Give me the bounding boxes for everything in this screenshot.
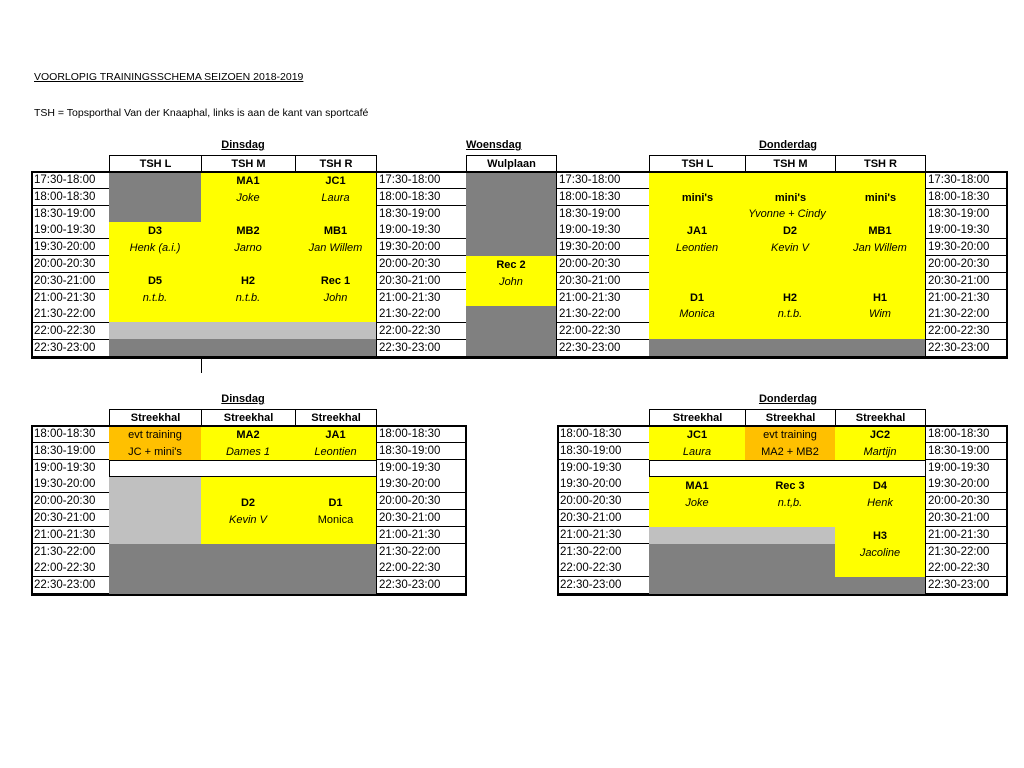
day-woensdag: Woensdag: [466, 139, 522, 151]
time-slot: 19:00-19:30: [557, 460, 650, 477]
block-rec3: [745, 477, 836, 528]
time-slot: 22:30-23:00: [376, 340, 467, 357]
time-slot: 20:30-21:00: [376, 510, 467, 527]
label-jc2: JC2: [869, 429, 891, 441]
block-closed-light: [109, 322, 202, 340]
header-streekhal: Streekhal: [109, 409, 202, 426]
label-dames1: Dames 1: [225, 446, 271, 458]
label-ntb: n.t.b.: [235, 292, 261, 304]
time-slot: 21:30-22:00: [556, 306, 650, 323]
time-slot: 20:00-20:30: [31, 493, 110, 510]
time-slot: 17:30-18:00: [376, 172, 467, 189]
time-slot: 18:00-18:30: [376, 189, 467, 206]
block-tsh-l-closed: [109, 172, 202, 223]
subtitle: TSH = Topsporthal Van der Knaaphal, links is aan de kant van sportcafé: [34, 107, 369, 119]
label-monica: Monica: [679, 308, 715, 320]
time-slot: 19:00-19:30: [925, 460, 1008, 477]
label-mb2: MB2: [236, 225, 260, 237]
label-d2: D2: [782, 225, 798, 237]
label-laura: Laura: [321, 192, 350, 204]
label-jarno: Jarno: [234, 242, 262, 254]
label-ma1: MA1: [236, 175, 260, 187]
label-rec2: Rec 2: [496, 259, 526, 271]
header-streekhal: Streekhal: [745, 409, 836, 426]
block-wulplaan-closed: [466, 306, 557, 357]
block-d4: [835, 477, 926, 528]
label-minis: mini's: [681, 192, 714, 204]
time-slot: 18:30-19:00: [376, 443, 467, 460]
time-slot: 20:30-21:00: [925, 510, 1008, 527]
label-jacoline: Jacoline: [859, 547, 901, 559]
block-jc1: [649, 426, 746, 461]
time-slot: 17:30-18:00: [556, 172, 650, 189]
time-slot: 18:30-19:00: [556, 206, 650, 223]
time-slot: 21:30-22:00: [376, 544, 467, 561]
label-ntb: n.t,b.: [777, 497, 803, 509]
time-slot: 22:30-23:00: [557, 577, 650, 594]
header-streekhal: Streekhal: [201, 409, 296, 426]
label-ja1: JA1: [686, 225, 708, 237]
time-slot: 22:30-23:00: [925, 577, 1008, 594]
time-slot: 18:00-18:30: [925, 189, 1008, 206]
block-closed-light: [295, 322, 377, 340]
label-leontien: Leontien: [675, 242, 719, 254]
time-slot: 20:30-21:00: [925, 273, 1008, 290]
time-slot: 21:00-21:30: [376, 527, 467, 544]
label-evt-training: evt training: [763, 429, 817, 441]
block-d1: [649, 272, 746, 340]
block-closed-light: [649, 527, 836, 545]
time-slot: 22:00-22:30: [31, 560, 110, 577]
time-slot: 22:30-23:00: [31, 577, 110, 594]
block-wulplaan-closed: [466, 172, 557, 257]
time-slot: 18:30-19:00: [31, 443, 110, 460]
time-slot: 22:00-22:30: [556, 323, 650, 340]
label-jc1: JC1: [686, 429, 708, 441]
time-slot: 21:30-22:00: [925, 306, 1008, 323]
label-d2: D2: [240, 497, 256, 509]
time-slot: 20:30-21:00: [556, 273, 650, 290]
label-henk: Henk (a.i.): [129, 242, 181, 254]
day-donderdag: Donderdag: [758, 393, 818, 405]
time-slot: 19:00-19:30: [31, 460, 110, 477]
block-d3: [109, 222, 202, 273]
block-ma1: [201, 172, 296, 223]
time-slot: 22:00-22:30: [925, 560, 1008, 577]
block-d1: [295, 477, 377, 545]
marker-line: [201, 357, 202, 373]
label-minis: mini's: [864, 192, 897, 204]
label-d3: D3: [147, 225, 163, 237]
header-tsh-r: TSH R: [295, 155, 377, 172]
time-slot: 20:00-20:30: [557, 493, 650, 510]
time-slot: 21:00-21:30: [556, 290, 650, 307]
time-slot: 22:30-23:00: [31, 340, 110, 357]
block-closed-dark: [649, 544, 836, 595]
block-h2-donderdag: [745, 272, 836, 340]
block-h1: [835, 272, 926, 340]
block-mb1: [295, 222, 377, 273]
block-closed-light: [201, 322, 296, 340]
header-tsh-l: TSH L: [109, 155, 202, 172]
page-title: VOORLOPIG TRAININGSSCHEMA SEIZOEN 2018-2019: [34, 71, 304, 83]
time-slot: 21:30-22:00: [31, 544, 110, 561]
label-jc1: JC1: [325, 175, 346, 187]
label-leontien: Leontien: [314, 446, 357, 458]
label-jc-minis: JC + mini's: [128, 446, 182, 458]
time-slot: 19:00-19:30: [925, 222, 1008, 239]
time-slot: 18:00-18:30: [925, 426, 1008, 443]
time-slot: 18:30-19:00: [31, 206, 110, 223]
label-ja1: JA1: [325, 429, 346, 441]
block-ma2: [201, 426, 296, 461]
label-laura: Laura: [682, 446, 712, 458]
label-jan-willem: Jan Willem: [308, 242, 363, 254]
label-h1: H1: [872, 292, 888, 304]
header-streekhal: Streekhal: [295, 409, 377, 426]
time-slot: 22:30-23:00: [925, 340, 1008, 357]
time-slot: 18:00-18:30: [557, 426, 650, 443]
block-h2: [201, 272, 296, 323]
time-slot: 20:30-21:00: [376, 273, 467, 290]
header-tsh-r-donderdag: TSH R: [835, 155, 926, 172]
time-slot: 19:30-20:00: [925, 476, 1008, 493]
time-slot: 21:00-21:30: [376, 290, 467, 307]
time-slot: 19:30-20:00: [31, 239, 110, 256]
header-streekhal: Streekhal: [835, 409, 926, 426]
time-slot: 19:30-20:00: [557, 476, 650, 493]
time-slot: 20:00-20:30: [376, 256, 467, 273]
label-martijn: Martijn: [863, 446, 897, 458]
time-slot: 18:30-19:00: [925, 443, 1008, 460]
block-closed-light: [109, 477, 202, 545]
block-jc1: [295, 172, 377, 223]
time-slot: 22:00-22:30: [376, 323, 467, 340]
block-d2: [745, 222, 836, 273]
time-slot: 19:30-20:00: [376, 239, 467, 256]
day-donderdag: Donderdag: [758, 139, 818, 151]
label-ma1: MA1: [685, 480, 709, 492]
time-slot: 18:00-18:30: [31, 189, 110, 206]
day-dinsdag: Dinsdag: [221, 139, 265, 151]
block-closed-dark: [109, 339, 377, 357]
time-slot: 19:30-20:00: [556, 239, 650, 256]
block-rec2: [466, 256, 557, 307]
block-minis: [649, 172, 926, 223]
label-henk: Henk: [867, 497, 893, 509]
time-slot: 20:00-20:30: [925, 256, 1008, 273]
time-slot: 22:30-23:00: [376, 577, 467, 594]
label-monica: Monica: [317, 514, 354, 526]
label-d4: D4: [872, 480, 888, 492]
block-rec1: [295, 272, 377, 323]
label-evt-training: evt training: [128, 429, 182, 441]
label-h2: H2: [782, 292, 798, 304]
time-slot: 19:30-20:00: [376, 476, 467, 493]
time-slot: 20:00-20:30: [556, 256, 650, 273]
time-slot: 18:30-19:00: [557, 443, 650, 460]
day-dinsdag: Dinsdag: [221, 393, 265, 405]
block-evt-training: [109, 426, 202, 461]
time-slot: 18:00-18:30: [376, 426, 467, 443]
time-slot: 21:00-21:30: [557, 527, 650, 544]
time-slot: 21:00-21:30: [925, 527, 1008, 544]
label-minis: mini's: [774, 192, 807, 204]
block-d5: [109, 272, 202, 323]
label-kevin-v: Kevin V: [229, 514, 267, 526]
time-slot: 21:00-21:30: [925, 290, 1008, 307]
block-closed-dark: [835, 577, 926, 595]
time-slot: 22:30-23:00: [556, 340, 650, 357]
block-evt-training: [745, 426, 836, 461]
time-slot: 22:00-22:30: [31, 323, 110, 340]
time-slot: 18:00-18:30: [556, 189, 650, 206]
label-rec1: Rec 1: [320, 275, 351, 287]
time-slot: 21:30-22:00: [925, 544, 1008, 561]
block-jc2: [835, 426, 926, 461]
block-ma1: [649, 477, 746, 528]
label-d5: D5: [147, 275, 163, 287]
block-mb2: [201, 222, 296, 273]
time-slot: 19:30-20:00: [31, 476, 110, 493]
block-h3: [835, 527, 926, 578]
time-slot: 19:00-19:30: [376, 222, 467, 239]
block-closed-dark: [109, 544, 377, 595]
time-slot: 18:00-18:30: [31, 426, 110, 443]
time-slot: 17:30-18:00: [925, 172, 1008, 189]
label-ntb: n.t.b.: [777, 308, 803, 320]
label-ma2-mb2: MA2 + MB2: [761, 446, 819, 458]
block-ja1: [649, 222, 746, 273]
time-slot: 21:30-22:00: [557, 544, 650, 561]
header-tsh-m: TSH M: [201, 155, 296, 172]
block-d2: [201, 477, 296, 545]
header-tsh-l-donderdag: TSH L: [649, 155, 746, 172]
label-mb1: MB1: [323, 225, 348, 237]
label-h3: H3: [872, 530, 888, 542]
label-john: John: [323, 292, 348, 304]
time-slot: 20:30-21:00: [31, 510, 110, 527]
label-mb1: MB1: [868, 225, 892, 237]
block-ja1: [295, 426, 377, 461]
label-yvonne-cindy: Yvonne + Cindy: [748, 208, 826, 220]
time-slot: 22:00-22:30: [557, 560, 650, 577]
label-h2: H2: [240, 275, 256, 287]
time-slot: 21:30-22:00: [31, 306, 110, 323]
label-d1: D1: [689, 292, 705, 304]
header-wulplaan: Wulplaan: [466, 155, 557, 172]
time-slot: 19:00-19:30: [31, 222, 110, 239]
label-joke: Joke: [685, 497, 709, 509]
label-joke: Joke: [236, 192, 260, 204]
label-ntb: n.t.b.: [142, 292, 168, 304]
time-slot: 20:30-21:00: [31, 273, 110, 290]
time-slot: 18:30-19:00: [925, 206, 1008, 223]
time-slot: 20:00-20:30: [376, 493, 467, 510]
label-john: John: [499, 276, 523, 288]
time-slot: 21:00-21:30: [31, 290, 110, 307]
time-slot: 19:00-19:30: [556, 222, 650, 239]
time-slot: 22:00-22:30: [376, 560, 467, 577]
label-rec3: Rec 3: [775, 480, 805, 492]
time-slot: 21:30-22:00: [376, 306, 467, 323]
header-tsh-m-donderdag: TSH M: [745, 155, 836, 172]
block-mb1-donderdag: [835, 222, 926, 273]
time-slot: 20:30-21:00: [557, 510, 650, 527]
label-ma2: MA2: [236, 429, 260, 441]
label-kevin-v: Kevin V: [771, 242, 809, 254]
time-slot: 22:00-22:30: [925, 323, 1008, 340]
time-slot: 19:30-20:00: [925, 239, 1008, 256]
time-slot: 20:00-20:30: [925, 493, 1008, 510]
time-slot: 18:30-19:00: [376, 206, 467, 223]
label-jan-willem: Jan Willem: [853, 242, 907, 254]
label-wim: Wim: [869, 308, 891, 320]
time-slot: 17:30-18:00: [31, 172, 110, 189]
header-streekhal: Streekhal: [649, 409, 746, 426]
block-closed-dark: [649, 339, 926, 357]
time-slot: 20:00-20:30: [31, 256, 110, 273]
time-slot: 19:00-19:30: [376, 460, 467, 477]
label-d1: D1: [328, 497, 343, 509]
time-slot: 21:00-21:30: [31, 527, 110, 544]
